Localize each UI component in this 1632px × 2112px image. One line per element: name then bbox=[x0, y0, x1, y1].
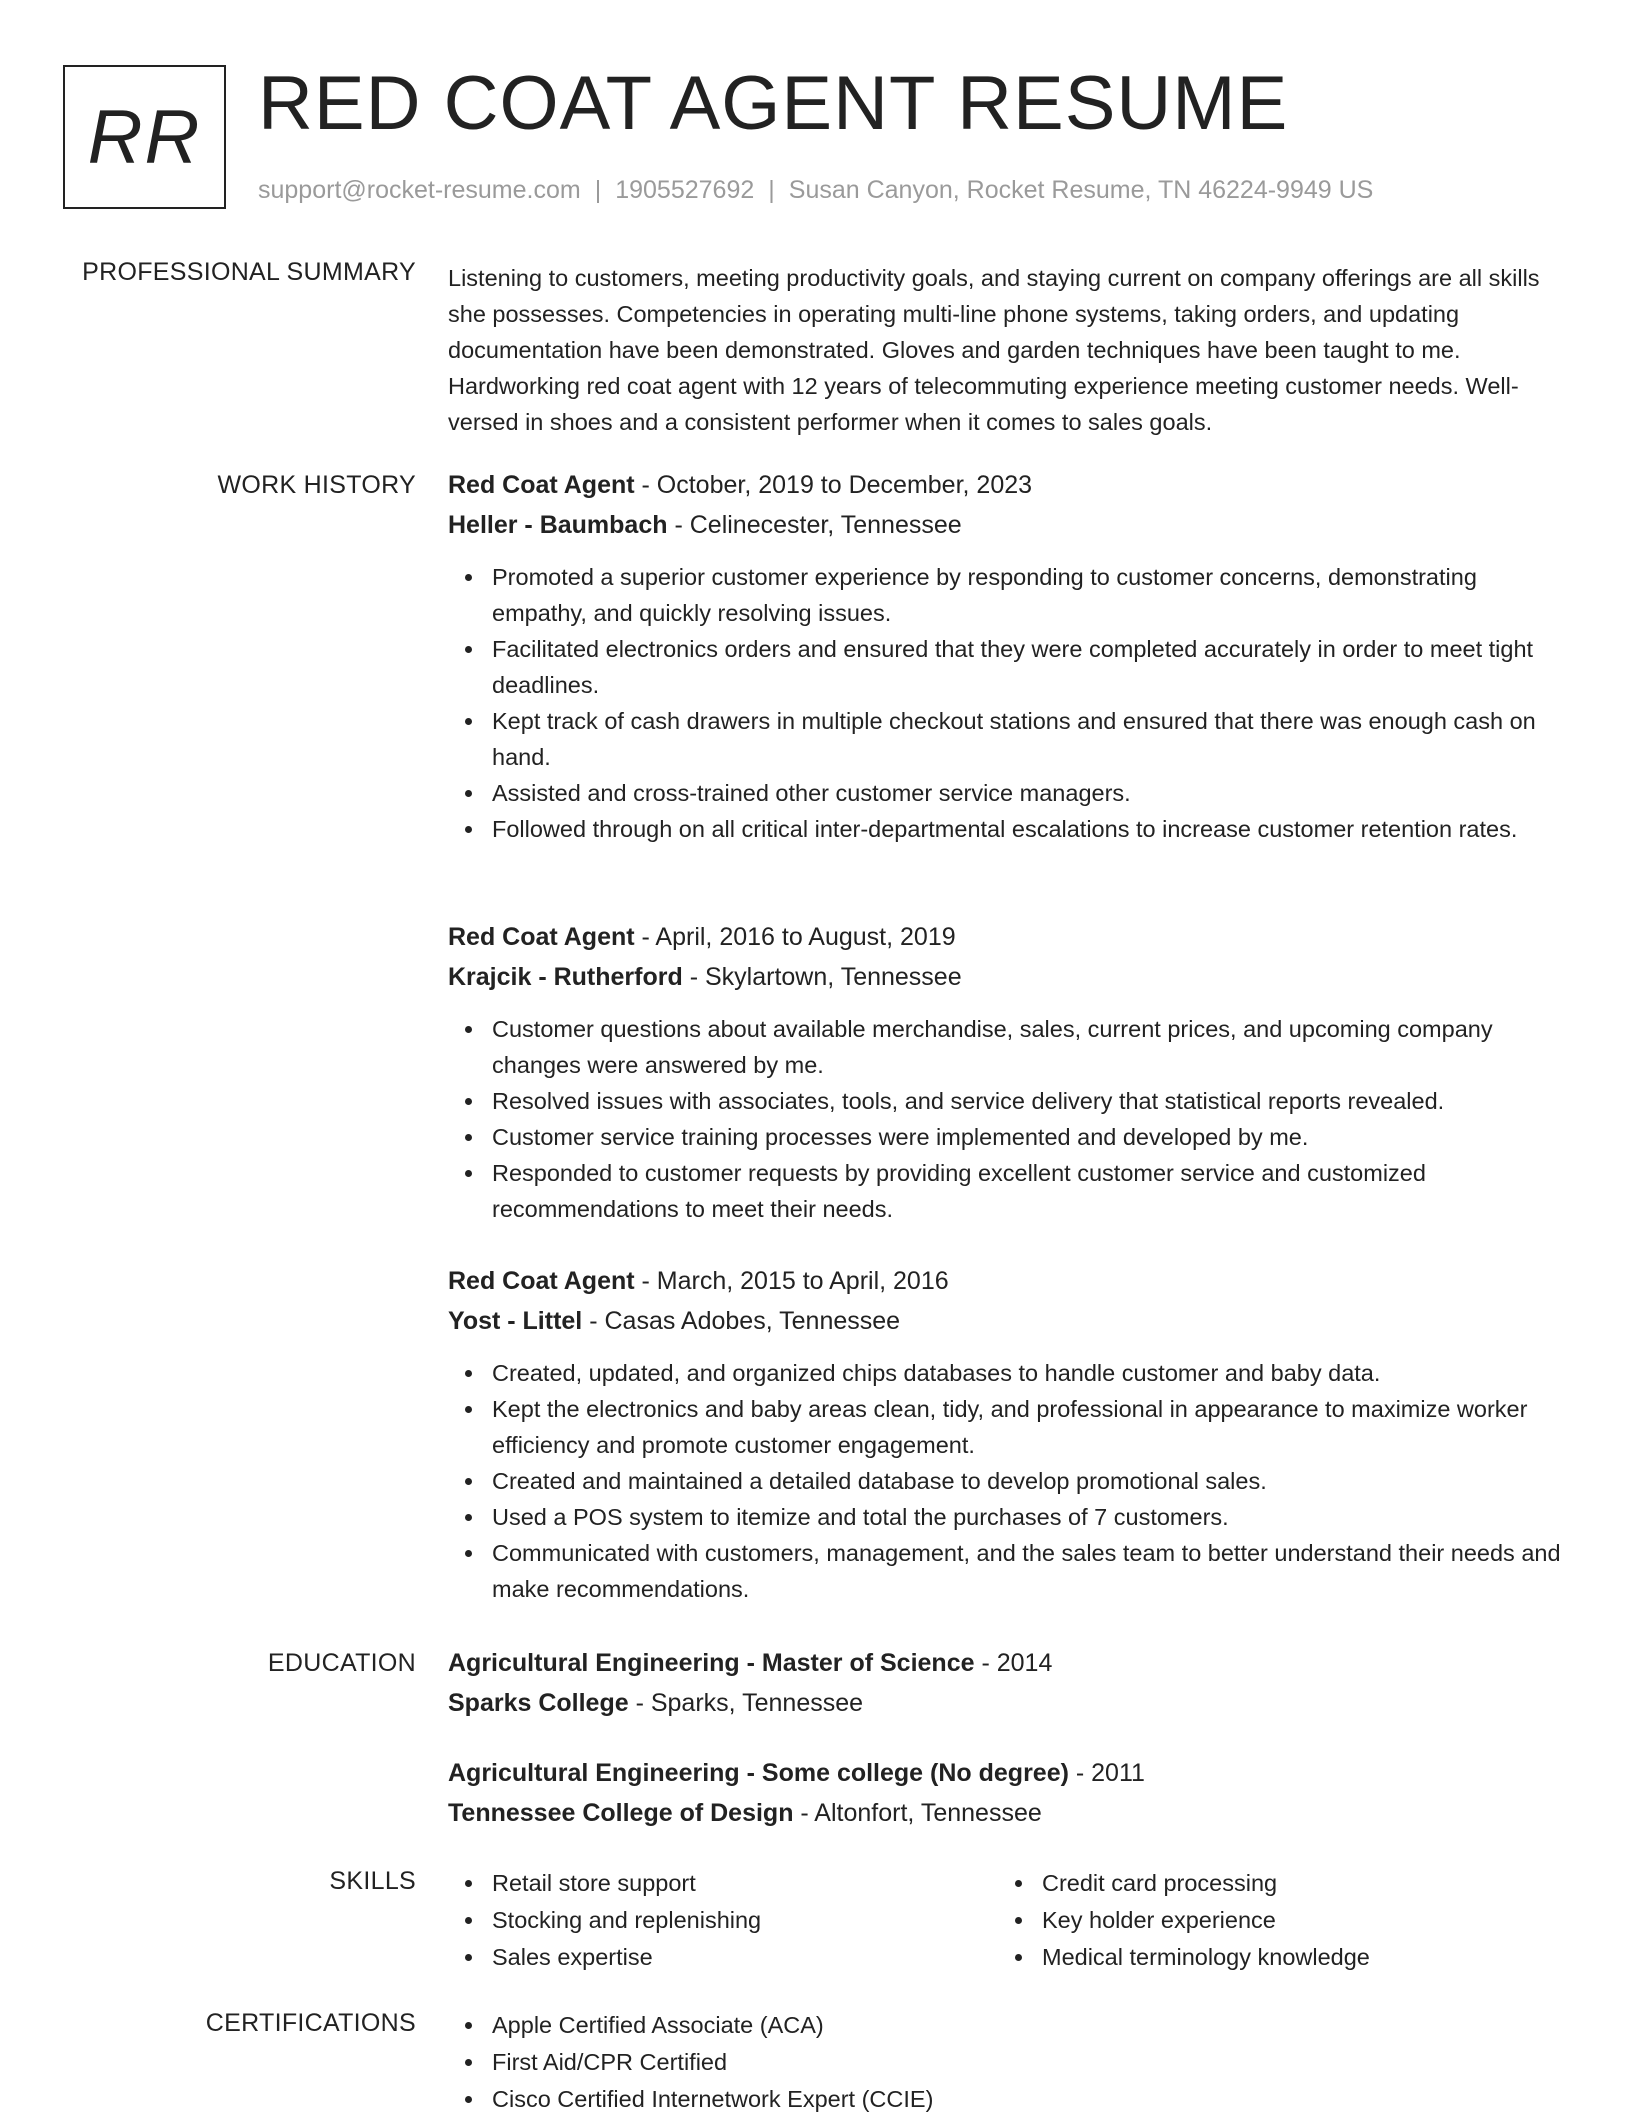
education-location: - Sparks, Tennessee bbox=[628, 1689, 864, 1717]
job-title-line bbox=[448, 465, 1568, 505]
education-year: - 2011 bbox=[1068, 1759, 1145, 1787]
work-history-label: WORK HISTORY bbox=[217, 471, 416, 499]
job-bullet: Kept the electronics and baby areas clean, tidy, and professional in appearance to maximize worker efficiency and promote customer engagement. bbox=[448, 1391, 1568, 1463]
monogram-logo bbox=[63, 65, 226, 209]
monogram-text: RR bbox=[87, 94, 202, 180]
contact-phone: 1905527692 bbox=[615, 176, 755, 204]
job-bullets bbox=[448, 1011, 1568, 1227]
skill-item: Sales expertise bbox=[448, 1939, 998, 1976]
job-bullet: Followed through on all critical inter-departmental escalations to increase customer retention rates. bbox=[448, 811, 1568, 847]
job-company: Yost - Littel bbox=[448, 1307, 583, 1335]
job-dates: - April, 2016 to August, 2019 bbox=[634, 923, 956, 951]
job-company-line bbox=[448, 1301, 1568, 1341]
job-bullet: Created and maintained a detailed database to develop promotional sales. bbox=[448, 1463, 1568, 1499]
job-bullet: Used a POS system to itemize and total the purchases of 7 customers. bbox=[448, 1499, 1568, 1535]
job-entry bbox=[448, 1261, 1568, 1607]
skills-label: SKILLS bbox=[329, 1867, 416, 1895]
skills-column-left bbox=[448, 1865, 998, 1976]
certifications-label: CERTIFICATIONS bbox=[205, 2009, 416, 2037]
skill-item: Key holder experience bbox=[998, 1902, 1548, 1939]
education-entry bbox=[448, 1643, 1568, 1723]
job-bullets bbox=[448, 559, 1568, 847]
education-degree-line bbox=[448, 1753, 1568, 1793]
certification-item: First Aid/CPR Certified bbox=[448, 2044, 1568, 2081]
job-title-line bbox=[448, 1261, 1568, 1301]
skill-item: Stocking and replenishing bbox=[448, 1902, 998, 1939]
education-location: - Altonfort, Tennessee bbox=[793, 1799, 1042, 1827]
job-bullet: Customer service training processes were implemented and developed by me. bbox=[448, 1119, 1568, 1155]
education-entry bbox=[448, 1753, 1568, 1833]
job-company-line bbox=[448, 505, 1568, 545]
job-bullets bbox=[448, 1355, 1568, 1607]
contact-address: Susan Canyon, Rocket Resume, TN 46224-9949 US bbox=[788, 176, 1374, 204]
education-label: EDUCATION bbox=[267, 1649, 416, 1677]
certification-item: Cisco Certified Internetwork Expert (CCIE) bbox=[448, 2081, 1568, 2112]
summary-text: Listening to customers, meeting productivity goals, and staying current on company offerings are all skills she possesses. Competencies in operating multi-line phone systems, taking orders, and updating documentation have been demonstrated. Gloves and garden techniques have been taught to me. Hardworking red coat agent with 12 years of telecommuting experience meeting customer needs. Well-versed in shoes and a consistent performer when it comes to sales goals. bbox=[448, 265, 1540, 435]
job-bullet: Customer questions about available merchandise, sales, current prices, and upcoming company changes were answered by me. bbox=[448, 1011, 1568, 1083]
skill-item: Retail store support bbox=[448, 1865, 998, 1902]
contact-separator: | bbox=[594, 176, 602, 204]
certifications-list-wrap bbox=[448, 2007, 1568, 2112]
skills-column-right bbox=[998, 1865, 1548, 1976]
job-location: - Skylartown, Tennessee bbox=[682, 963, 962, 991]
education-degree: Agricultural Engineering - Some college (No degree) bbox=[448, 1759, 1069, 1787]
job-title: Red Coat Agent bbox=[448, 471, 635, 499]
skills-grid bbox=[448, 1865, 1568, 1976]
job-bullet: Communicated with customers, management, and the sales team to better understand their needs and make recommendations. bbox=[448, 1535, 1568, 1607]
skill-item: Credit card processing bbox=[998, 1865, 1548, 1902]
contact-email: support@rocket-resume.com bbox=[258, 176, 581, 204]
education-school-line bbox=[448, 1683, 1568, 1723]
job-bullet: Created, updated, and organized chips databases to handle customer and baby data. bbox=[448, 1355, 1568, 1391]
contact-separator: | bbox=[768, 176, 775, 204]
contact-line bbox=[258, 176, 1373, 205]
job-title: Red Coat Agent bbox=[448, 1267, 635, 1295]
job-location: - Casas Adobes, Tennessee bbox=[582, 1307, 901, 1335]
certification-item: Apple Certified Associate (ACA) bbox=[448, 2007, 1568, 2044]
job-dates: - March, 2015 to April, 2016 bbox=[634, 1267, 949, 1295]
job-dates: - October, 2019 to December, 2023 bbox=[634, 471, 1033, 499]
job-bullet: Facilitated electronics orders and ensured that they were completed accurately in order to meet tight deadlines. bbox=[448, 631, 1568, 703]
education-school: Sparks College bbox=[448, 1689, 629, 1717]
education-degree: Agricultural Engineering - Master of Science bbox=[448, 1649, 975, 1677]
job-title: Red Coat Agent bbox=[448, 923, 635, 951]
job-bullet: Kept track of cash drawers in multiple checkout stations and ensured that there was enough cash on hand. bbox=[448, 703, 1568, 775]
job-bullet: Responded to customer requests by providing excellent customer service and customized recommendations to meet their needs. bbox=[448, 1155, 1568, 1227]
job-company: Heller - Baumbach bbox=[448, 511, 668, 539]
job-bullet: Assisted and cross-trained other customer service managers. bbox=[448, 775, 1568, 811]
resume-title: RED COAT AGENT RESUME bbox=[258, 61, 1289, 146]
job-entry bbox=[448, 917, 1568, 1227]
job-bullet: Promoted a superior customer experience by responding to customer concerns, demonstrating empathy, and quickly resolving issues. bbox=[448, 559, 1568, 631]
job-company: Krajcik - Rutherford bbox=[448, 963, 683, 991]
education-school: Tennessee College of Design bbox=[448, 1799, 794, 1827]
certifications-list bbox=[448, 2007, 1568, 2112]
job-location: - Celinecester, Tennessee bbox=[667, 511, 962, 539]
job-bullet: Resolved issues with associates, tools, and service delivery that statistical reports revealed. bbox=[448, 1083, 1568, 1119]
summary-label: PROFESSIONAL SUMMARY bbox=[82, 258, 416, 286]
job-title-line bbox=[448, 917, 1568, 957]
job-company-line bbox=[448, 957, 1568, 997]
education-degree-line bbox=[448, 1643, 1568, 1683]
job-entry bbox=[448, 465, 1568, 847]
education-year: - 2014 bbox=[974, 1649, 1053, 1677]
education-school-line bbox=[448, 1793, 1568, 1833]
skill-item: Medical terminology knowledge bbox=[998, 1939, 1548, 1976]
